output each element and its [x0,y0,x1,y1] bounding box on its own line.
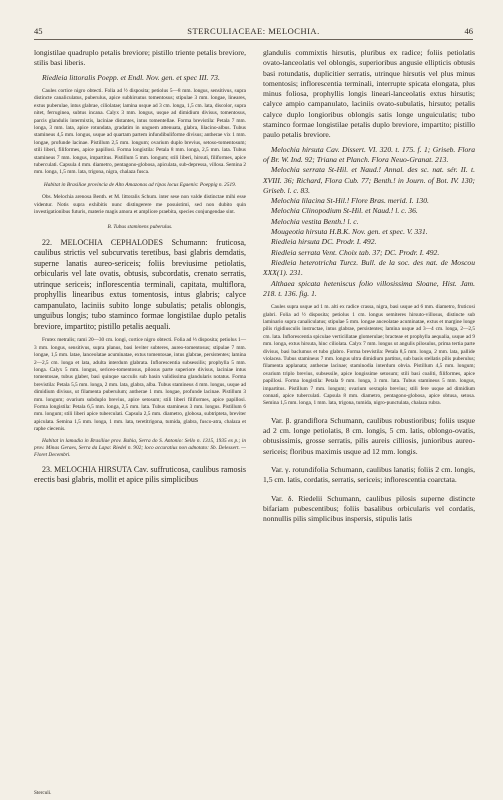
species-23-diagnosis: 23. MELOCHIA HIRSUTA Cav. suffruticosa, caulibus ramosis erectis basi glabris, mollit et apice pilis simplicibus [34,464,246,485]
variety-delta: Var. δ. Riedelii Schumann, caulibus pilosis superne distincte bifariam pubescentibus; foliis basalibus orbicularis vel cordatis, nonnullis pilis simplicibus inspersis, stipulis latis [263,493,475,524]
species-22-description: Frutex metralis; rami 20—30 cm. longi, cortice nigro obtecti. Folia ad ⅓ disposita; petiolus 1—3 mm. longus, sensitivus, supra planus, basi leviter subteres, aureo-tomentosus; stipulae 7 mm. longae, 1,5 mm. latae, lanceolatae acuminatae, extus tomentosae, intus glabrae, persistentes; lamina 2—2,5 cm. longa et lata, adulta interdum glabrata. Inflorescentia subsessilis; prophylla 5 mm. longa. Calyx 5 mm. longus, sericeo-tomentosus, pilosus parte superiore divisus, laciniae intus tomentosae, tubus glaber, basi quinque sacculis sub basin validissima glandularis notatus. Forma brevistila: Petala 5,5 mm. longa, 2 mm. lata, glabra, alba. Tubus stamineus 4 mm. longus, usque ad dimidium divisus, ut filamenta puberulum; antherae 1 mm. longae, profunde lacinae. Pistillum 3 mm. longum; ovarium subduplo brevius, apice setosum; stili liberi filiformes, apice papillosi. Forma longistila: Petala 6,5 mm. longa, 2,5 mm. lata. Tubus stamineus 3 mm. longus. Pistillum 6 mm. longum; stili liberi apice tuberculati. Capsula 2,5 mm. diametro, globosa, subtripteta, breviter apiculata. Semina 1,5 mm. longa, 1 mm. lata, teretitrigona, tumida, glabra, fusco-atra, chalaza et raphe ciecenis. [34,337,246,433]
habitat-note: Habitat in Brasiliae provincia de Alto Amazonas ad ripas locus Egaenis: Poeppig n. 2519. [43,181,237,188]
synonym-entry: Mougeotia hirsuta H.B.K. Nov. gen. et spec. V. 331. [271,227,428,237]
synonym-entry: Riedleia hirsuta DC. Prodr. I. 492. [271,237,377,247]
synonym-entry: Riedleia serrata Vent. Choix tab. 37; DC. Prodr. I. 492. [271,247,440,257]
synonym-entry: Melochia serrata St-Hil. et Naud.! Annal. des sc. nat. sér. II. t. XVIII. 36; Richard, Flora Cub. 77; Benth.! in Journ. of Bot. IV. 130; Griseb. l. c. 83. [263,165,475,195]
synonym-entry: Melochia lilacina St-Hil.! Flore Bras. merid. I. 130. [271,196,429,206]
synonym-entry: Althaea spicata heteniscus folio villosissima Sloane, Hist. Jam. 218. t. 136. fig. 1. [263,278,475,298]
header-rule [34,39,473,40]
species-22-habitat: Habitat in lamadia in Brasiliae prov. Bahia, Serra do S. Antonio: Sello n. 1315, 1935 ex p.; in prov. Minas Geraes, Serra da Lapa: Riedel n. 902; loco accuratius non adnotato: Sb. Delessert. — Floret Decembri. [34,437,246,459]
page-number-left: 45 [34,26,43,36]
running-title: STERCULIACEAE: MELOCHIA. [187,26,320,36]
synonym-entry: Melochia vestita Benth.! l. c. [271,216,359,226]
synonym-entry: Melochia Clinopodium St-Hil. et Naud.! l. c. 36. [271,206,418,216]
species-22-diagnosis: 22. MELOCHIA CEPHALODES Schumann: fruticosa, caulibus strictis vel subcurvatis teretibus, basi glabris demdatis, superne lanatis aureo-sericeis; foliis breviusime petiolatis, orbicularis vel late ovatis, obtusis, subcordatis, crenato serratis, utrinque sericeis; inflorescentia terminali, capitata, multiflora, prophyllis linearibus extus tomentosis, intus glabris; calyce campanulato, laciniis subito longe subulatis; petalis oblongis, unguibus longis; tubo staminco formae longistilae duplo petalis breviore, impartito; pistillo petalis aequali. [34,237,246,331]
variety-beta: Var. β. grandiflora Schumann, caulibus robustioribus; foliis usque ad 2 cm. longe petiolatis, 8 cm. longis, 5 cm. latis, oblongo-ovatis, obtusissimis, grosse serratis, pilis aureis cilliosis, junioribus aureo-sericeis; floribus maximis usque ad 12 mm. longis. [263,415,475,456]
species-23-diagnosis-continued: glandulis commixtis hirsutis, pluribus ex radice; foliis petiolatis ovato-lanceolatis vel oblongis, superioribus angusie ellipticis obtusis basi rotundatis, duplicitier serratis, utrinque hirsutis vel plus minus tomentosis; inflorescentia terminali, interrupte spicata elongata, plus minus foliosa, prophyllis longis lineari-lanceolatis extus hirsutis; calyce ampio campanulato, laciniis ovato-subulatis, hirsuto; petalis calyce duplo longioribus oblongis satis longe unguiculatis; tubo staminco formae longistilae petalis duplo breviore, impartito; pistillo paulo petalis breviore. [263,48,475,140]
observation-note: Obs. Melochia arenosa Benth. et M. littoralis Schum. inter sese non valde distinctae mihi esse videntur. Notis supra exhibitis nunc distingerere me posuistimi, sed non dubito quin investigationibus futuris, materie magis amora et ampliore praebita, species conjungendae sint. [34,194,246,215]
synonym-entry: Riedleia heterotricha Turcz. Bull. de la soc. des nat. de Moscou XXX(1). 231. [263,257,475,278]
page-number-right: 46 [464,26,473,36]
signature-mark: Sterculi. [34,790,52,796]
synonym-reference: Riedleia littoralis Poepp. et Endl. Nov. gen. et spec III. 73. [42,72,220,82]
left-column [34,48,246,486]
subsection-heading: B. Tubus staminens puberulus. [107,224,173,231]
species-23-description: Caules supra usque ad 1 m. alti ex radice crassa, nigra, basi usque ad 6 mm. diametro, fruticosi glabri. Folia ad ½ disposita; petiolus 1 cm. longus semiteres hirsuto-villosus, distincte sub laminario supra canaliculatus; stipulae 5 mm. longae anceolatae acuminatae, extus et margine longe pilis rigidiusculis instructae, intus glabrae, persistentes; lamina usque ad 3—4 cm. longa, 2—2,5 cm. lata. Inflorescentia spiculae verticillatae glomerulae; bracteae et prophylla aequalia, usque ad 9 mm. longa, extus hirsuta, hinc ciliolata. Calyx 7 mm. longus ut angulis pilosulus, prima tertia parte divisus, basi baclumus et tubo glabro. Forma brevistila: Petala 8,5 mm. longa, 2 mm. lata, pallide violacea. Tubus stamineus 7 mm. longus ultra dimidium partitus, sub basis stellatis pilis puberulus; filamenta applanata; antherae lacinae; staminodia interdum obvia. Pistillum 4,5 mm. longum; ovarium triplo brevius, subsessile, apice longissime setosum; stili basi coaliti, filiformes, apice papillosi. Forma longistila: Petala 9 mm. longa, 3 mm. lata. Tubus stamineus 5 mm. longus, impartitus. Pistillum 7 mm. longum; ovarium sextuplo brevius; stili fere usque ad dimidium connati, apice tuberculati. Capsula 8 mm. diametro, pentagono-globosa, apice obtusa, setosa. Semina 1,5 mm. longa, 1 mm. lata, trigona, tumida, nigro-punctulata, chalaza rubra. [263,304,475,407]
right-column [263,48,475,524]
description-paragraph: Caules cortice nigro obtecti. Folia ad ½ disposita; petiolus 5—8 mm. longus, sensitivus, supra distincte canaliculatus, puberulus, apice subhirsutus tomentosus; stipulae 3 mm. longae, lineares, extus puberulae, intus glabrae, ciliolatae; lamina usque ad 3 cm. longa, 1,5 cm. lata, discolor, supra nitet, ferruginea, subtus incana. Calyx 3 mm. longus, usque ad dimidium divisus, tomentosus, parcis glandulis intermixtis, laciniae distantes, intus tomentellae. Forma brevistila: Petala 7 mm. longa, 3 mm. lata, apice rotundata, gradatim in unguem attenuata, glabra, lilacino-albus. Tubus stamineus 4,5 mm. longus, usque ad quartam partem infundibuliforme divisus; antherae vix 1 mm. longae, profunde lacinae. Pistillum 2,5 mm. longum; ovarium duplo brevius, setoso-tomentosum; stili liberi, filiformes, apice papillosi. Forma longistila: Petala 8 mm. longa, 2,5 mm. lata. Tubus stamineus 7 mm. longus, impartitus. Pistillum 5 mm. longum; stili liberi, hirsuti, filiformes, apice tuberculati. Capsula 4 mm. diametro, pentagono-globosa, apiculata, sub-depressa, villosa. Semina 2 mm. longa, 1,5 mm. lata, trigona, nigra, chalaza fusca. [34,87,246,176]
continued-text: longistilae quadruplo petalis breviore; pistillo triente petalis breviore, stilis basi liberis. [34,48,246,68]
synonym-entry: Melochia hirsuta Cav. Dissert. VI. 320. t. 175. f. 1; Griseb. Flora of Br. W. Ind. 92; Triana et Planch. Flora Neuo-Granat. 213. [263,144,475,164]
running-header [34,26,473,40]
variety-gamma: Var. γ. rotundifolia Schumann, caulibus lanatis; foliis 2 cm. longis, 1,5 cm. latis, cordatis, serratis, sericeis; inflorescentia coarctata. [263,465,475,485]
synonym-list [263,145,475,299]
